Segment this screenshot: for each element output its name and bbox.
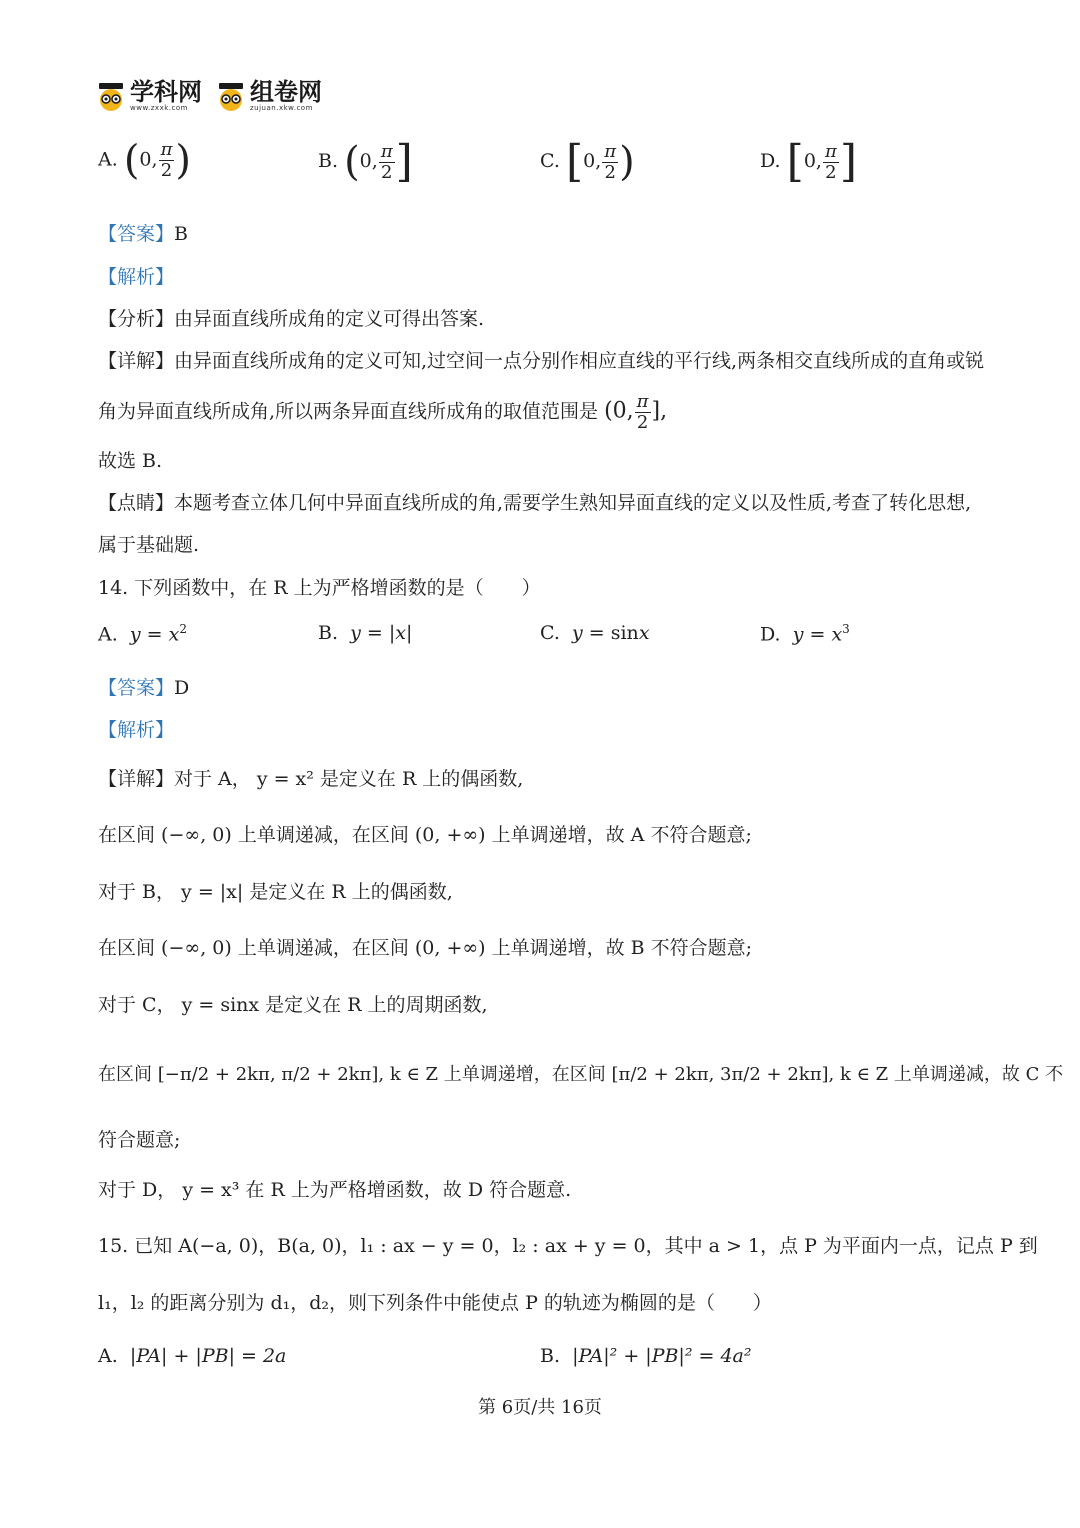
q14-detail-line6: 在区间 [−π/2 + 2kπ, π/2 + 2kπ], k ∈ Z 上单调递增，在区间 [π/2 + 2kπ, 3π/2 + 2kπ], k ∈ Z 上单调递减，故 C 不 <box>98 1064 1064 1085</box>
q14-jiexi-tag: 【解析】 <box>98 719 175 741</box>
q14-detail-line4: 在区间 (−∞, 0) 上单调递减，在区间 (0, +∞) 上单调递增，故 B 不符合题意; <box>98 937 753 959</box>
q13-comment-line1: 【点睛】本题考查立体几何中异面直线所成的角,需要学生熟知异面直线的定义以及性质,考查了转化思想, <box>98 492 972 514</box>
q13-conclusion: 故选 B. <box>98 450 163 472</box>
q14-option-c: C. y = sinx <box>540 622 650 644</box>
q14-stem: 14. 下列函数中，在 R 上为严格增函数的是（ ） <box>98 577 541 599</box>
owl-logo-icon <box>216 81 246 111</box>
q14-option-b: B. y = |x| <box>318 622 413 644</box>
q14-detail-line5: 对于 C， y = sinx 是定义在 R 上的周期函数, <box>98 994 488 1016</box>
q15-option-a: A. |PA| + |PB| = 2a <box>98 1345 287 1367</box>
q14-detail-line1: 【详解】对于 A， y = x² 是定义在 R 上的偶函数, <box>98 768 524 790</box>
q13-comment-line2: 属于基础题. <box>98 534 200 556</box>
q13-detail-line2: 角为异面直线所成角,所以两条异面直线所成角的取值范围是 (0, $\frac{\pi}{2}$ ], <box>98 391 668 433</box>
q13-detail-line1: 【详解】由异面直线所成角的定义可知,过空间一点分别作相应直线的平行线,两条相交直线所成的直角或锐 <box>98 350 985 372</box>
q14-detail-line2: 在区间 (−∞, 0) 上单调递减，在区间 (0, +∞) 上单调递增，故 A 不符合题意; <box>98 824 752 846</box>
q15-line1: 15. 已知 A(−a, 0)，B(a, 0)，l₁ : ax − y = 0，l₂ : ax + y = 0，其中 a > 1，点 P 为平面内一点，记点 P 到 <box>98 1235 1038 1257</box>
q13-option-c: C. [0, $\frac{\pi}{2}$ ) <box>540 136 635 187</box>
q13-answer: 【答案】B <box>98 223 188 245</box>
q13-option-d: D. [0, $\frac{\pi}{2}$ ] <box>760 136 857 187</box>
q15-option-b: B. |PA|² + |PB|² = 4a² <box>540 1345 752 1367</box>
q14-detail-line8: 对于 D， y = x³ 在 R 上为严格增函数，故 D 符合题意. <box>98 1179 572 1201</box>
q13-jiexi-tag: 【解析】 <box>98 266 175 288</box>
q13-analysis: 【分析】由异面直线所成角的定义可得出答案. <box>98 308 485 330</box>
q14-option-a: A. $y = x^2$ <box>98 622 187 646</box>
logo-zxxk <box>96 80 202 112</box>
logo-zujuan <box>216 80 322 112</box>
logo-url: zujuan.xkw.com <box>250 104 313 112</box>
page-number: 第 6页/共 16页 <box>478 1397 602 1418</box>
q14-detail-line3: 对于 B， y = |x| 是定义在 R 上的偶函数, <box>98 881 453 903</box>
owl-logo-icon <box>96 81 126 111</box>
q15-line2: l₁，l₂ 的距离分别为 d₁，d₂，则下列条件中能使点 P 的轨迹为椭圆的是（ ） <box>98 1292 772 1314</box>
q14-option-d: D. $y = x^3$ <box>760 622 850 646</box>
q14-detail-line7: 符合题意; <box>98 1129 181 1151</box>
q14-answer: 【答案】D <box>98 677 190 699</box>
q13-option-b: B. (0, $\frac{\pi}{2}$ ] <box>318 136 413 187</box>
q13-option-a: A. (0, $\frac{\pi}{2}$ ) <box>98 137 192 184</box>
logo-title: 学科网 <box>130 78 202 106</box>
logo-url: www.zxxk.com <box>130 104 188 112</box>
logo-title: 组卷网 <box>250 78 322 106</box>
